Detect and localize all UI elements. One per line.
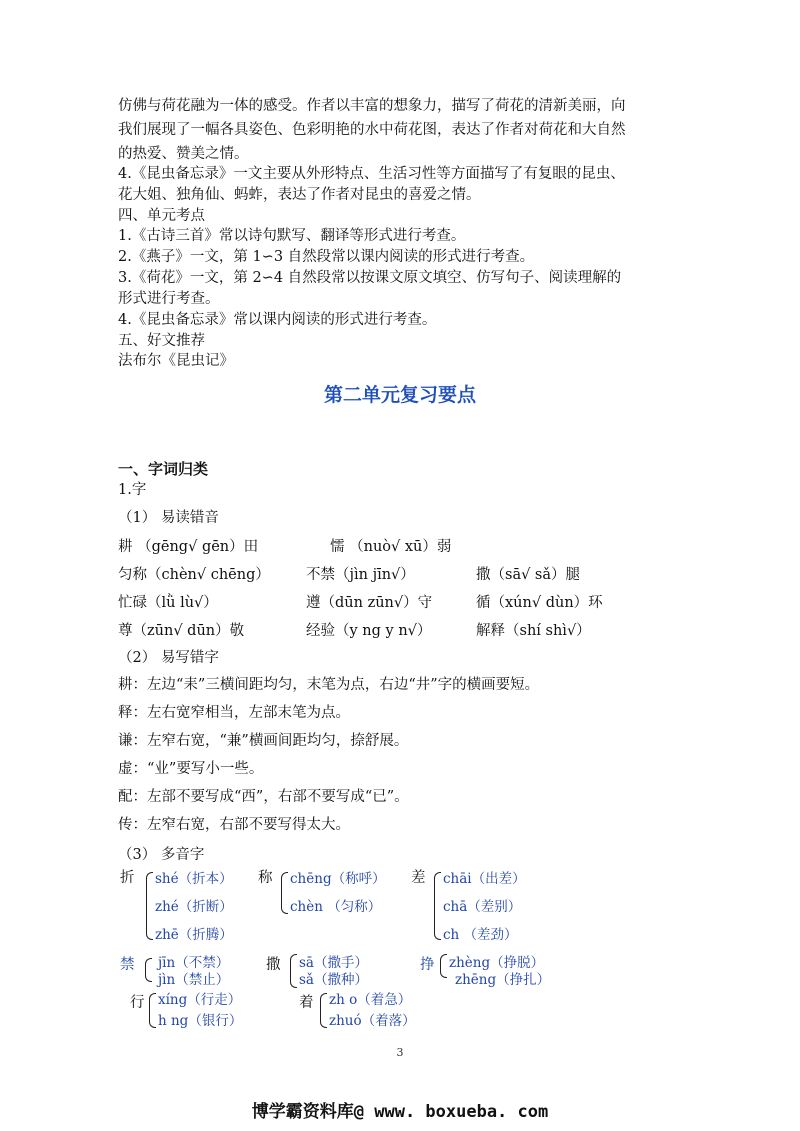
brace-icon — [440, 954, 447, 978]
section4-item-2: 2.《燕子》一文，第 1∽3 自然段常以课内阅读的形式进行考查。 — [118, 249, 535, 265]
section4-item-3: 3.《荷花》一文，第 2∽4 自然段常以按课文原文填空、仿写句子、阅读理解的 — [118, 270, 622, 286]
part1-heading: 一、字词归类 — [118, 460, 209, 478]
brace-icon — [281, 872, 288, 914]
section4-item-1: 1.《古诗三首》常以诗句默写、翻译等形式进行考查。 — [118, 228, 466, 244]
poly-char-zhao: 着 — [299, 995, 314, 1011]
intro-line-1: 仿佛与荷花融为一体的感受。作者以丰富的想象力，描写了荷花的清新美丽，向 — [118, 98, 626, 114]
poly-option: sā（撒手） — [299, 955, 368, 971]
poly-char-cheng: 称 — [258, 870, 273, 886]
poly-char-zheng: 挣 — [420, 957, 435, 973]
section5-book: 法布尔《昆虫记》 — [118, 353, 234, 369]
part1-sub1: 1.字 — [118, 482, 147, 498]
poly-option: zhuó（着落） — [329, 1013, 416, 1029]
poly-option: h ng（银行） — [158, 1013, 243, 1029]
unit-title: 第二单元复习要点 — [323, 384, 476, 406]
writing-line-5: 配：左部不要写成“西”，右部不要写成“已”。 — [118, 789, 409, 805]
poly-option: chēng（称呼） — [290, 871, 386, 887]
poly-char-xing: 行 — [130, 995, 145, 1011]
reading-cell: 遵（dūn zūn√）守 — [306, 595, 433, 611]
footer-watermark: 博学霸资料库@ www. boxueba. com — [251, 1102, 549, 1122]
reading-cell: 懦 （nuò√ xū）弱 — [330, 539, 452, 555]
poly-option: ch （差劲） — [443, 927, 518, 943]
poly-char-zhe: 折 — [120, 870, 135, 886]
writing-line-4: 虚：“业”要写小一些。 — [118, 761, 264, 777]
reading-cell: 经验（y ng y n√） — [306, 623, 432, 639]
poly-option: zhé（折断） — [155, 899, 233, 915]
poly-option: jīn（不禁） — [158, 955, 230, 971]
poly-char-cha: 差 — [411, 870, 426, 886]
intro-line-3: 的热爱、赞美之情。 — [118, 146, 249, 162]
intro-line-2: 我们展现了一幅各具姿色、色彩明艳的水中荷花图，表达了作者对荷花和大自然 — [118, 122, 626, 138]
part1-sub1c: （3） 多音字 — [118, 847, 205, 863]
poly-option: jìn（禁止） — [158, 972, 230, 988]
poly-option: chèn （匀称） — [290, 899, 382, 915]
brace-icon — [290, 954, 297, 988]
poly-option: shé（折本） — [155, 871, 233, 887]
section4-heading: 四、单元考点 — [118, 208, 205, 224]
reading-cell: 解释（shí shì√） — [476, 623, 591, 639]
writing-line-3: 谦：左窄右宽，“兼”横画间距均匀，捺舒展。 — [118, 733, 409, 749]
intro-line-5: 花大姐、独角仙、蚂蚱，表达了作者对昆虫的喜爱之情。 — [118, 187, 481, 203]
brace-icon — [146, 872, 153, 940]
poly-option: chā（差别） — [443, 899, 522, 915]
intro-line-4: 4.《昆虫备忘录》一文主要从外形特点、生活习性等方面描写了有复眼的昆虫、 — [118, 166, 625, 182]
poly-option: zhē（折腾） — [155, 927, 233, 943]
poly-char-jin: 禁 — [120, 957, 135, 973]
poly-option: zhèng（挣脱） — [449, 955, 545, 971]
reading-cell: 不禁（jìn jīn√） — [306, 567, 415, 583]
poly-option: sǎ（撒种） — [299, 972, 368, 988]
section4-item-4: 形式进行考查。 — [118, 291, 220, 307]
poly-option: zh o（着急） — [329, 992, 412, 1008]
poly-option: zhēng（挣扎） — [455, 972, 551, 988]
writing-line-6: 传：左窄右宽，右部不要写得太大。 — [118, 817, 350, 833]
poly-option: chāi（出差） — [443, 871, 526, 887]
reading-cell: 匀称（chèn√ chēng） — [118, 567, 270, 583]
section4-item-5: 4.《昆虫备忘录》常以课内阅读的形式进行考查。 — [118, 312, 437, 328]
part1-sub1a: （1） 易读错音 — [118, 510, 219, 526]
reading-cell: 忙碌（lǜ lù√） — [118, 595, 218, 611]
reading-cell: 撒（sā√ sǎ）腿 — [476, 567, 581, 583]
poly-char-sa: 撒 — [266, 957, 281, 973]
reading-cell: 耕 （gēng√ gēn）田 — [118, 539, 259, 555]
brace-icon — [145, 958, 152, 982]
section5-heading: 五、好文推荐 — [118, 333, 205, 349]
part1-sub1b: （2） 易写错字 — [118, 650, 219, 666]
reading-cell: 尊（zūn√ dūn）敬 — [118, 623, 245, 639]
page-number: 3 — [396, 1046, 404, 1059]
writing-line-2: 释：左右宽窄相当，左部末笔为点。 — [118, 705, 350, 721]
poly-option: xíng（行走） — [158, 992, 242, 1008]
brace-icon — [434, 872, 441, 940]
brace-icon — [149, 993, 156, 1028]
brace-icon — [320, 993, 327, 1028]
writing-line-1: 耕：左边“耒”三横间距均匀，末笔为点，右边“井”字的横画要短。 — [118, 677, 540, 693]
reading-cell: 循（xún√ dùn）环 — [476, 595, 603, 611]
